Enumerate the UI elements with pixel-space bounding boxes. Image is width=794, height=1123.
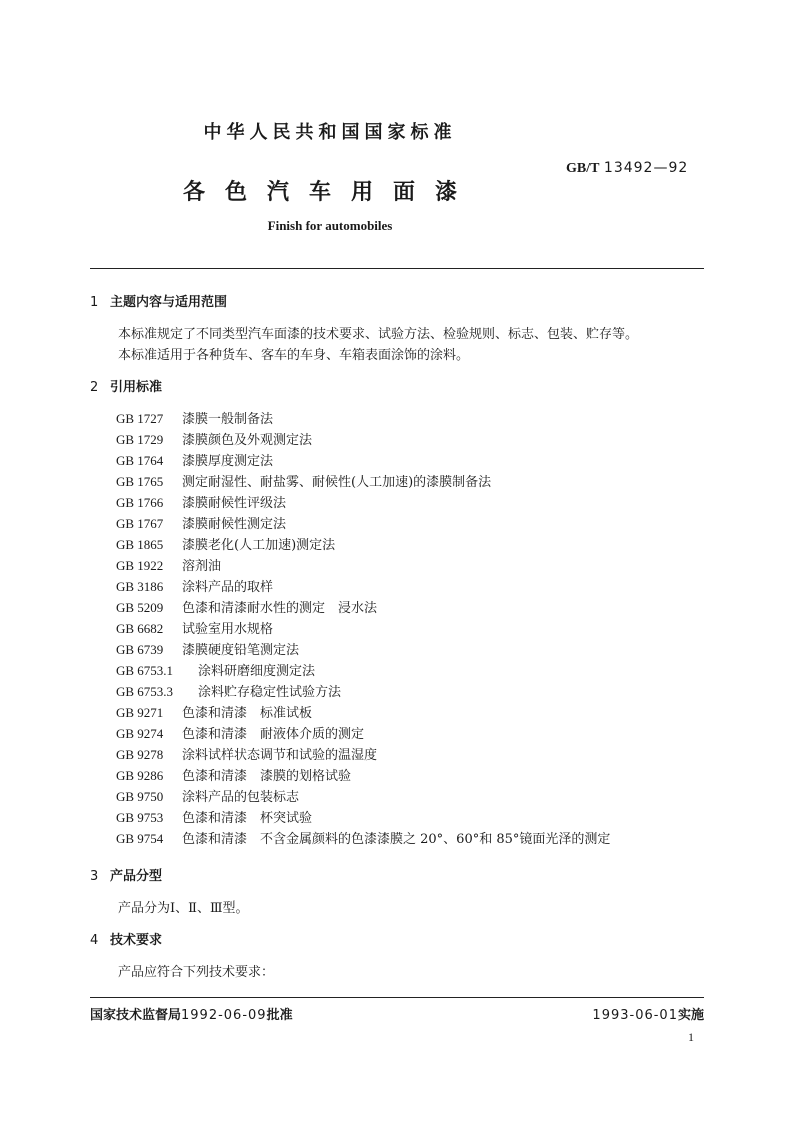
page-number: 1 (688, 1030, 694, 1044)
reference-item (116, 807, 312, 826)
reference-name: 色漆和清漆耐水性的测定 浸水法 (182, 601, 378, 616)
reference-code: GB 1765 (116, 474, 164, 489)
reference-item (116, 429, 312, 448)
reference-item (116, 765, 351, 784)
standard-code-number: 13492—92 (603, 160, 689, 176)
reference-name: 漆膜耐候性评级法 (182, 496, 287, 511)
reference-name: 色漆和清漆 耐液体介质的测定 (182, 727, 365, 742)
section-2-heading (90, 376, 162, 395)
reference-name: 漆膜老化(人工加速)测定法 (182, 538, 336, 553)
reference-item (116, 786, 299, 805)
reference-item (116, 492, 286, 511)
section-title: 主题内容与适用范围 (110, 295, 228, 310)
reference-code: GB 1922 (116, 558, 164, 573)
approval-label: 批准 (266, 1008, 293, 1023)
reference-code: GB 6753.3 (116, 684, 174, 699)
reference-item (116, 660, 315, 679)
reference-code: GB 9754 (116, 831, 164, 846)
reference-item (116, 534, 335, 553)
section-4-heading (90, 929, 162, 948)
reference-item (116, 828, 610, 847)
effective-label: 实施 (677, 1008, 704, 1023)
reference-item (116, 450, 273, 469)
approval-info (90, 1004, 293, 1023)
footer-divider (90, 997, 704, 998)
header-divider (90, 268, 704, 269)
reference-name: 色漆和清漆 不含金属颜料的色漆漆膜之 20°、60°和 85°镜面光泽的测定 (182, 832, 611, 847)
reference-name: 漆膜一般制备法 (182, 412, 274, 427)
reference-code: GB 3186 (116, 579, 164, 594)
reference-item (116, 702, 312, 721)
standard-code-prefix: GB/T (566, 161, 600, 176)
approval-date: 1992-06-09 (181, 1008, 267, 1023)
issuing-organization: 中华人民共和国国家标准 (203, 122, 457, 143)
reference-item (116, 681, 341, 700)
reference-name: 漆膜厚度测定法 (182, 454, 274, 469)
reference-item (116, 744, 377, 763)
reference-name: 涂料贮存稳定性试验方法 (198, 685, 342, 700)
reference-code: GB 6682 (116, 621, 164, 636)
reference-name: 色漆和清漆 漆膜的划格试验 (182, 769, 352, 784)
reference-code: GB 9271 (116, 705, 164, 720)
reference-item (116, 597, 377, 616)
reference-item (116, 513, 286, 532)
section-3-heading (90, 865, 162, 884)
section-title: 引用标准 (110, 380, 163, 395)
reference-name: 涂料产品的包装标志 (182, 790, 300, 805)
reference-code: GB 1865 (116, 537, 164, 552)
reference-item (116, 471, 491, 490)
reference-item (116, 555, 221, 574)
reference-name: 涂料试样状态调节和试验的温湿度 (182, 748, 378, 763)
section-4-paragraph-1: 产品应符合下列技术要求： (118, 965, 275, 980)
reference-code: GB 1727 (116, 411, 164, 426)
reference-code: GB 9286 (116, 768, 164, 783)
reference-code: GB 9274 (116, 726, 164, 741)
reference-item (116, 618, 273, 637)
reference-item (116, 576, 273, 595)
reference-code: GB 1767 (116, 516, 164, 531)
reference-name: 色漆和清漆 标准试板 (182, 706, 313, 721)
reference-code: GB 6753.1 (116, 663, 174, 678)
reference-item (116, 408, 273, 427)
reference-name: 色漆和清漆 杯突试验 (182, 811, 313, 826)
section-3-paragraph-1: 产品分为Ⅰ、Ⅱ、Ⅲ型。 (118, 901, 249, 916)
reference-code: GB 9750 (116, 789, 164, 804)
section-number: 1 (90, 295, 99, 310)
section-number: 4 (90, 933, 99, 948)
section-title: 技术要求 (110, 933, 163, 948)
reference-code: GB 9278 (116, 747, 164, 762)
reference-code: GB 1729 (116, 432, 164, 447)
section-number: 2 (90, 380, 99, 395)
section-1-heading (90, 291, 227, 310)
reference-name: 漆膜颜色及外观测定法 (182, 433, 313, 448)
reference-item (116, 639, 299, 658)
reference-item (116, 723, 364, 742)
standard-title: 各色汽车用面漆 (182, 180, 477, 205)
approval-org: 国家技术监督局 (90, 1008, 182, 1023)
effective-info (592, 1004, 704, 1023)
reference-code: GB 1766 (116, 495, 164, 510)
reference-name: 测定耐湿性、耐盐雾、耐候性(人工加速)的漆膜制备法 (182, 475, 492, 490)
reference-code: GB 1764 (116, 453, 164, 468)
reference-code: GB 9753 (116, 810, 164, 825)
reference-name: 漆膜耐候性测定法 (182, 517, 287, 532)
reference-code: GB 5209 (116, 600, 164, 615)
reference-name: 涂料产品的取样 (182, 580, 274, 595)
standard-title-english: Finish for automobiles (267, 218, 393, 233)
reference-name: 溶剂油 (182, 559, 222, 574)
effective-date: 1993-06-01 (592, 1008, 678, 1023)
section-number: 3 (90, 869, 99, 884)
reference-name: 漆膜硬度铅笔测定法 (182, 643, 300, 658)
reference-name: 涂料研磨细度测定法 (198, 664, 316, 679)
reference-name: 试验室用水规格 (182, 622, 274, 637)
reference-code: GB 6739 (116, 642, 164, 657)
section-1-paragraph-2: 本标准适用于各种货车、客车的车身、车箱表面涂饰的涂料。 (118, 348, 470, 363)
section-1-paragraph-1: 本标准规定了不同类型汽车面漆的技术要求、试验方法、检验规则、标志、包装、贮存等。 (118, 327, 639, 342)
section-title: 产品分型 (110, 869, 163, 884)
